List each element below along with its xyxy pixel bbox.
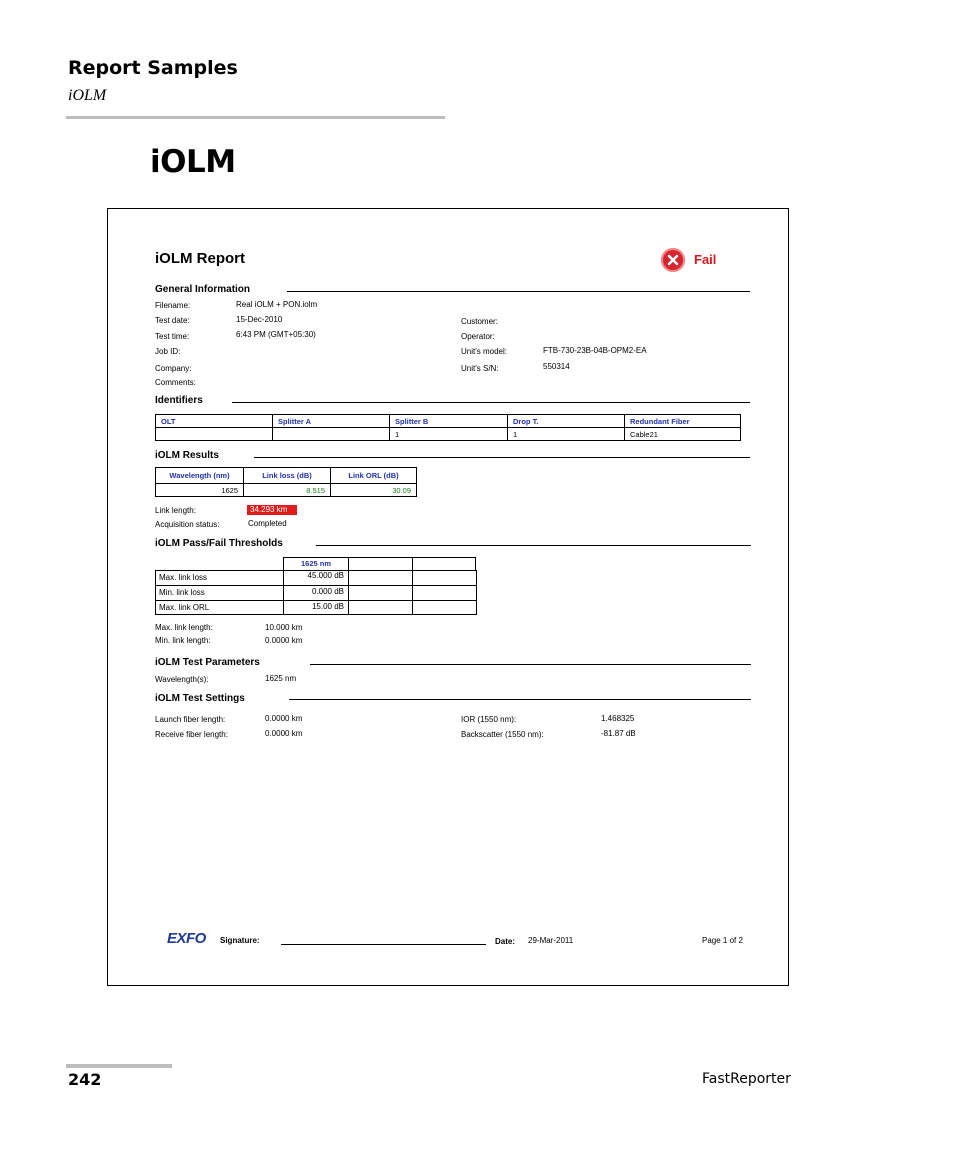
test-time-label: Test time: xyxy=(155,332,190,341)
divider xyxy=(232,402,750,403)
comments-label: Comments: xyxy=(155,378,196,387)
footer-rule xyxy=(66,1064,172,1068)
acq-status-label: Acquisition status: xyxy=(155,520,220,529)
receive-value: 0.0000 km xyxy=(265,729,303,738)
table-cell xyxy=(156,428,273,441)
min-length-label: Min. link length: xyxy=(155,636,211,645)
table-cell: 1625 xyxy=(156,484,244,497)
divider xyxy=(289,699,751,700)
page-heading: iOLM xyxy=(150,144,236,180)
table-cell: 1 xyxy=(390,428,508,441)
test-date-label: Test date: xyxy=(155,316,190,325)
filename-value: Real iOLM + PON.iolm xyxy=(236,300,318,309)
general-heading: General Information xyxy=(155,284,251,295)
unit-sn-label: Unit's S/N: xyxy=(461,364,499,373)
max-length-label: Max. link length: xyxy=(155,623,213,632)
receive-label: Receive fiber length: xyxy=(155,730,228,739)
signature-line xyxy=(281,944,486,945)
table-cell xyxy=(273,428,390,441)
job-id-label: Job ID: xyxy=(155,347,181,356)
report-title: iOLM Report xyxy=(155,250,245,267)
acq-status-value: Completed xyxy=(248,519,287,528)
table-header-cell: Redundant Fiber xyxy=(625,415,741,428)
table-row xyxy=(156,484,417,497)
table-cell: 30.09 xyxy=(331,484,417,497)
footer-product: FastReporter xyxy=(702,1071,791,1087)
table-header-cell: Link loss (dB) xyxy=(244,468,331,484)
table-header-row xyxy=(156,468,417,484)
divider xyxy=(316,545,751,546)
date-value: 29-Mar-2011 xyxy=(528,936,574,945)
backscatter-value: -81.87 dB xyxy=(601,729,636,738)
wavelengths-label: Wavelength(s): xyxy=(155,675,209,684)
page-number: 242 xyxy=(68,1070,102,1089)
status-badge: Fail xyxy=(694,252,717,267)
test-time-value: 6:43 PM (GMT+05:30) xyxy=(236,330,316,339)
link-length-value: 34.293 km xyxy=(247,505,297,515)
table-header-cell: OLT xyxy=(156,415,273,428)
launch-value: 0.0000 km xyxy=(265,714,303,723)
unit-sn-value: 550314 xyxy=(543,362,570,371)
divider xyxy=(254,457,750,458)
table-header-cell: 1625 nm xyxy=(300,559,332,568)
table-row xyxy=(156,428,741,441)
results-heading: iOLM Results xyxy=(155,450,219,461)
operator-label: Operator: xyxy=(461,332,495,341)
threshold-label: Min. link loss xyxy=(159,588,205,597)
signature-label: Signature: xyxy=(220,936,260,945)
divider xyxy=(310,664,751,665)
backscatter-label: Backscatter (1550 nm): xyxy=(461,730,544,739)
table-cell: 8.515 xyxy=(244,484,331,497)
identifiers-table xyxy=(155,414,741,441)
thresholds-table xyxy=(155,557,477,615)
customer-label: Customer: xyxy=(461,317,498,326)
table-header-cell: Link ORL (dB) xyxy=(331,468,417,484)
table-header-cell: Wavelength (nm) xyxy=(156,468,244,484)
divider xyxy=(287,291,750,292)
unit-model-label: Unit's model: xyxy=(461,347,507,356)
threshold-value: 0.000 dB xyxy=(311,587,344,596)
exfo-logo: EXFO xyxy=(167,930,206,947)
threshold-label: Max. link ORL xyxy=(159,603,210,612)
table-header-cell: Splitter A xyxy=(273,415,390,428)
threshold-value: 15.00 dB xyxy=(311,602,344,611)
filename-label: Filename: xyxy=(155,301,191,310)
results-table xyxy=(155,467,417,497)
section-title: Report Samples xyxy=(68,57,238,79)
threshold-label: Max. link loss xyxy=(159,573,208,582)
date-label: Date: xyxy=(495,937,516,946)
table-header-cell: Drop T. xyxy=(508,415,625,428)
table-header-row xyxy=(156,415,741,428)
max-length-value: 10.000 km xyxy=(265,623,303,632)
min-length-value: 0.0000 km xyxy=(265,636,303,645)
link-length-label: Link length: xyxy=(155,506,196,515)
launch-label: Launch fiber length: xyxy=(155,715,226,724)
section-subtitle: iOLM xyxy=(68,87,107,104)
test-params-heading: iOLM Test Parameters xyxy=(155,657,260,668)
test-date-value: 15-Dec-2010 xyxy=(236,315,283,324)
thresholds-heading: iOLM Pass/Fail Thresholds xyxy=(155,538,283,549)
wavelengths-value: 1625 nm xyxy=(265,674,297,683)
table-cell: 1 xyxy=(508,428,625,441)
table-cell: Cable21 xyxy=(625,428,741,441)
company-label: Company: xyxy=(155,364,192,373)
unit-model-value: FTB-730-23B-04B-OPM2-EA xyxy=(543,346,647,355)
identifiers-heading: Identifiers xyxy=(155,395,203,406)
ior-label: IOR (1550 nm): xyxy=(461,715,517,724)
fail-icon xyxy=(661,248,685,272)
report-page-indicator: Page 1 of 2 xyxy=(702,936,743,945)
table-header-cell: Splitter B xyxy=(390,415,508,428)
header-rule xyxy=(66,116,445,119)
threshold-value: 45.000 dB xyxy=(307,571,344,580)
test-settings-heading: iOLM Test Settings xyxy=(155,693,245,704)
ior-value: 1.468325 xyxy=(601,714,635,723)
